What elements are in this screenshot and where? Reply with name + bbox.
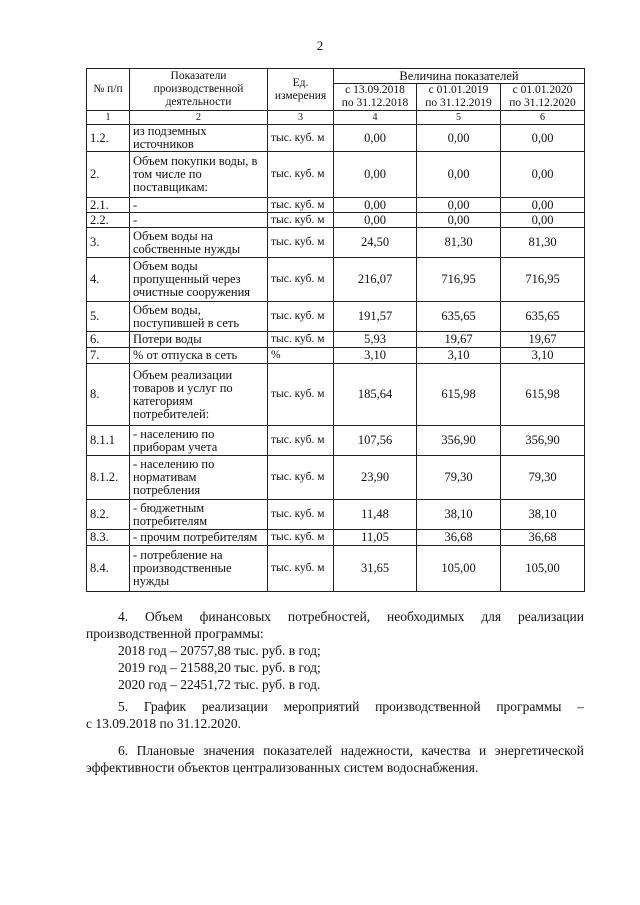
header-period-3: с 01.01.2020 по 31.12.2020 (501, 84, 585, 111)
row-value-2019: 716,95 (417, 258, 501, 302)
row-value-2020: 716,95 (501, 258, 585, 302)
table-row (87, 198, 585, 213)
row-value-2018: 0,00 (334, 213, 417, 228)
row-unit: тыс. куб. м (268, 364, 334, 426)
section-4-financial-needs (86, 608, 584, 693)
row-value-2020: 3,10 (501, 348, 585, 364)
row-value-2018: 23,90 (334, 456, 417, 500)
row-indicator: Объем воды пропущенный через очистные сооружения (130, 258, 268, 302)
col-number: 2 (130, 111, 268, 125)
col-number: 3 (268, 111, 334, 125)
table-row (87, 152, 585, 198)
row-unit: тыс. куб. м (268, 500, 334, 530)
section-4-item: 2019 год – 21588,20 тыс. руб. в год; (118, 660, 321, 675)
section-5-line-1: 5. График реализации мероприятий производственной программы – (118, 699, 584, 714)
row-indicator: - (130, 213, 268, 228)
row-value-2020: 19,67 (501, 332, 585, 348)
row-value-2020: 0,00 (501, 152, 585, 198)
row-value-2019: 81,30 (417, 228, 501, 258)
row-unit: тыс. куб. м (268, 302, 334, 332)
table-row (87, 364, 585, 426)
row-value-2019: 3,10 (417, 348, 501, 364)
section-5-line-2: с 13.09.2018 по 31.12.2020. (86, 716, 241, 731)
row-unit: тыс. куб. м (268, 198, 334, 213)
table-row (87, 213, 585, 228)
section-5-schedule (86, 698, 584, 732)
row-indicator: - (130, 198, 268, 213)
row-value-2020: 0,00 (501, 198, 585, 213)
row-value-2020: 79,30 (501, 456, 585, 500)
page-number: 2 (316, 38, 324, 53)
section-4-line-1: 4. Объем финансовых потребностей, необходимых для реализации (118, 609, 584, 624)
row-value-2019: 0,00 (417, 198, 501, 213)
row-value-2020: 81,30 (501, 228, 585, 258)
row-number: 2. (87, 152, 130, 198)
header-num: № п/п (87, 69, 130, 111)
row-value-2018: 24,50 (334, 228, 417, 258)
section-6-planned-values (86, 742, 584, 776)
row-value-2018: 11,48 (334, 500, 417, 530)
row-value-2020: 615,98 (501, 364, 585, 426)
row-value-2019: 105,00 (417, 546, 501, 592)
row-number: 1.2. (87, 125, 130, 152)
table-row (87, 332, 585, 348)
col-number: 5 (417, 111, 501, 125)
row-indicator: Объем воды, поступившей в сеть (130, 302, 268, 332)
row-number: 8.1.1 (87, 426, 130, 456)
table-row (87, 228, 585, 258)
row-value-2019: 38,10 (417, 500, 501, 530)
row-value-2018: 0,00 (334, 198, 417, 213)
row-indicator: - населению по нормативам потребления (130, 456, 268, 500)
table-row (87, 426, 585, 456)
row-unit: тыс. куб. м (268, 228, 334, 258)
row-indicator: % от отпуска в сеть (130, 348, 268, 364)
row-number: 8.3. (87, 530, 130, 546)
section-4-item: 2020 год – 22451,72 тыс. руб. в год. (118, 677, 321, 692)
row-number: 8.4. (87, 546, 130, 592)
row-value-2019: 0,00 (417, 152, 501, 198)
header-indicator: Показатели производственной деятельности (130, 69, 268, 111)
section-4-line-2: производственной программы: (86, 626, 264, 641)
section-6-line-2: эффективности объектов централизованных систем водоснабжения. (86, 760, 479, 775)
row-value-2019: 615,98 (417, 364, 501, 426)
section-6-line-1: 6. Плановые значения показателей надежности, качества и энергетической (118, 743, 584, 758)
row-unit: % (268, 348, 334, 364)
row-number: 6. (87, 332, 130, 348)
header-period-1: с 13.09.2018 по 31.12.2018 (334, 84, 417, 111)
row-value-2019: 635,65 (417, 302, 501, 332)
section-4-item: 2018 год – 20757,88 тыс. руб. в год; (118, 643, 321, 658)
row-unit: тыс. куб. м (268, 546, 334, 592)
row-value-2020: 635,65 (501, 302, 585, 332)
table-row (87, 125, 585, 152)
row-unit: тыс. куб. м (268, 456, 334, 500)
col-number: 1 (87, 111, 130, 125)
row-number: 4. (87, 258, 130, 302)
row-value-2018: 191,57 (334, 302, 417, 332)
row-indicator: - бюджетным потребителям (130, 500, 268, 530)
row-unit: тыс. куб. м (268, 125, 334, 152)
table-row (87, 456, 585, 500)
header-values-group: Величина показателей (334, 69, 585, 84)
row-value-2019: 79,30 (417, 456, 501, 500)
row-indicator: Потери воды (130, 332, 268, 348)
col-number: 4 (334, 111, 417, 125)
row-value-2020: 0,00 (501, 125, 585, 152)
row-value-2018: 107,56 (334, 426, 417, 456)
row-number: 8.1.2. (87, 456, 130, 500)
row-value-2020: 38,10 (501, 500, 585, 530)
row-number: 2.1. (87, 198, 130, 213)
row-number: 8.2. (87, 500, 130, 530)
table-row (87, 348, 585, 364)
row-value-2020: 356,90 (501, 426, 585, 456)
row-unit: тыс. куб. м (268, 332, 334, 348)
row-value-2019: 0,00 (417, 125, 501, 152)
row-value-2020: 105,00 (501, 546, 585, 592)
row-unit: тыс. куб. м (268, 213, 334, 228)
row-number: 2.2. (87, 213, 130, 228)
row-value-2018: 0,00 (334, 152, 417, 198)
row-value-2018: 5,93 (334, 332, 417, 348)
row-value-2019: 0,00 (417, 213, 501, 228)
table-row (87, 530, 585, 546)
row-indicator: из подземных источников (130, 125, 268, 152)
row-value-2018: 11,05 (334, 530, 417, 546)
row-value-2018: 0,00 (334, 125, 417, 152)
row-value-2018: 31,65 (334, 546, 417, 592)
row-indicator: Объем покупки воды, в том числе по поставщикам: (130, 152, 268, 198)
row-value-2019: 19,67 (417, 332, 501, 348)
table-row (87, 546, 585, 592)
row-number: 3. (87, 228, 130, 258)
col-number: 6 (501, 111, 585, 125)
table-row (87, 258, 585, 302)
row-indicator: - прочим потребителям (130, 530, 268, 546)
row-indicator: - населению по приборам учета (130, 426, 268, 456)
row-unit: тыс. куб. м (268, 530, 334, 546)
indicators-table (86, 68, 585, 592)
row-value-2018: 3,10 (334, 348, 417, 364)
row-indicator: Объем воды на собственные нужды (130, 228, 268, 258)
row-value-2020: 0,00 (501, 213, 585, 228)
row-value-2020: 36,68 (501, 530, 585, 546)
row-value-2018: 216,07 (334, 258, 417, 302)
row-unit: тыс. куб. м (268, 258, 334, 302)
row-number: 8. (87, 364, 130, 426)
row-value-2019: 36,68 (417, 530, 501, 546)
table-row (87, 500, 585, 530)
row-indicator: Объем реализации товаров и услуг по категориям потребителей: (130, 364, 268, 426)
header-unit: Ед. измерения (268, 69, 334, 111)
header-period-2: с 01.01.2019 по 31.12.2019 (417, 84, 501, 111)
row-indicator: - потребление на производственные нужды (130, 546, 268, 592)
row-value-2018: 185,64 (334, 364, 417, 426)
row-value-2019: 356,90 (417, 426, 501, 456)
row-number: 7. (87, 348, 130, 364)
row-number: 5. (87, 302, 130, 332)
row-unit: тыс. куб. м (268, 152, 334, 198)
table-row (87, 302, 585, 332)
row-unit: тыс. куб. м (268, 426, 334, 456)
